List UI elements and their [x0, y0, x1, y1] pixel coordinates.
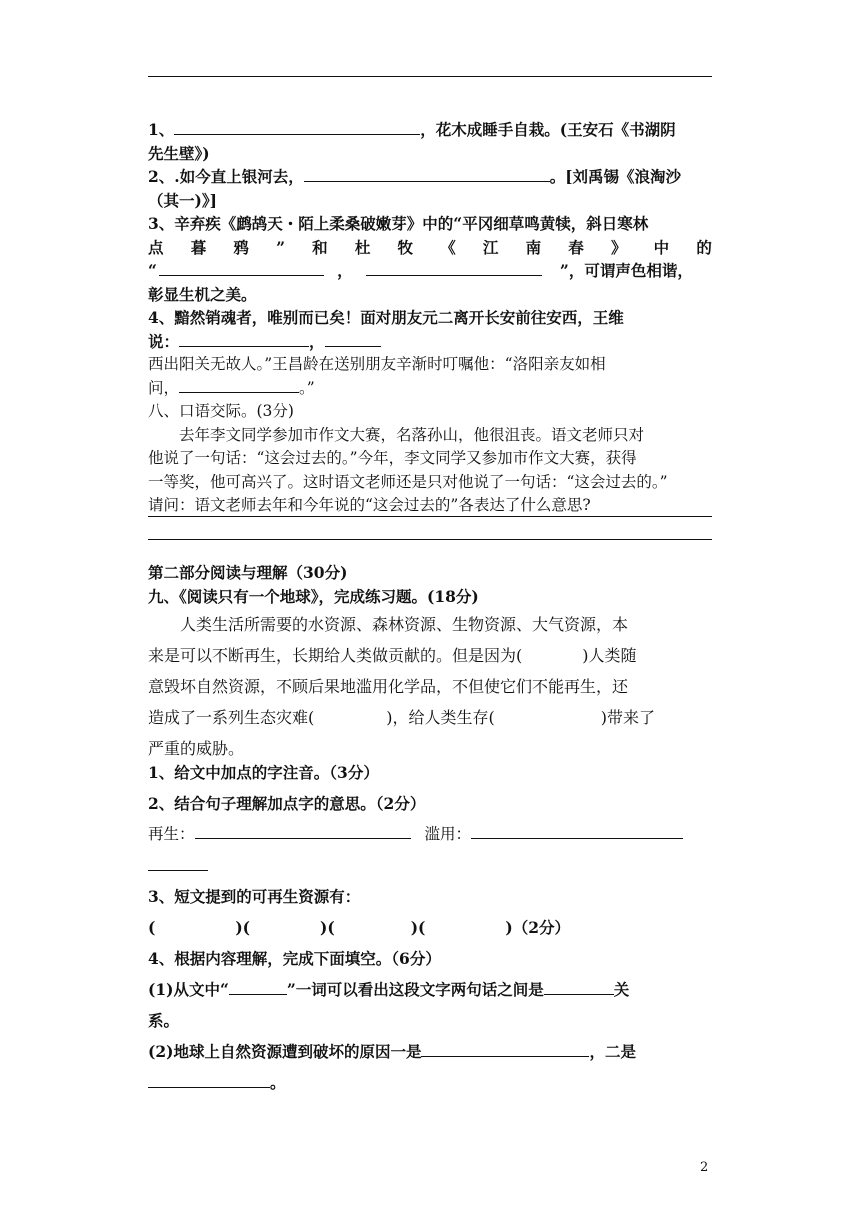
sub-q4: 4、根据内容理解，完成下面填空。（6分） [148, 949, 441, 968]
q4-line4 [148, 377, 712, 401]
paren: ) [505, 918, 513, 937]
sub-q3: 3、短文提到的可再生资源有： [148, 887, 361, 906]
q3-line2 [148, 236, 712, 260]
q9-title: 九、《阅读只有一个地球》，完成练习题。(18分) [148, 586, 479, 606]
passage-text: 来是可以不断再生，长期给人类做贡献的。但是因为( [148, 646, 523, 665]
q3-char: 《 [440, 237, 456, 257]
q1-blank[interactable] [174, 119, 420, 135]
q4-1-blank-relation[interactable] [544, 979, 614, 995]
part2-title: 第二部分阅读与理解（30分) [148, 563, 348, 582]
sub-q4-1-cont: 系。 [148, 1011, 180, 1030]
q3-comma: ， [337, 261, 353, 280]
passage-line3: 意毁坏自然资源，不顾后果地滥用化学品，不但使它们不能再生，还 [148, 677, 629, 696]
q4-blank-1[interactable] [179, 331, 309, 347]
poetry-questions [148, 118, 712, 400]
q3-blank-2[interactable] [366, 260, 542, 276]
q4-end: 。” [299, 378, 315, 397]
q4-ask: 问， [148, 378, 180, 397]
q8-title: 八、口语交际。(3分) [148, 402, 294, 420]
q4-line2 [148, 330, 712, 354]
q2-text: .如今直上银河去， [174, 167, 304, 186]
q4-2-end: 。 [270, 1073, 286, 1092]
passage-text: )人类随 [582, 646, 637, 665]
q2-source-cont: （其一)》] [148, 190, 217, 210]
header-rule [148, 76, 712, 77]
q4-say: 说： [148, 331, 180, 351]
sub-q4-1 [148, 974, 712, 1005]
passage-line1: 人类生活所需要的水资源、森林资源、生物资源、大气资源，本 [148, 615, 629, 634]
q4-2-text: (2)地球上自然资源遭到破坏的原因一是 [148, 1042, 422, 1061]
q4-2-text: ，二是 [589, 1042, 636, 1061]
q1-number: 1、 [148, 120, 175, 139]
page-number: 2 [700, 1160, 709, 1175]
passage-line2 [148, 640, 712, 671]
q3-line3 [148, 259, 712, 283]
passage-text: )带来了 [600, 708, 655, 727]
q3-char: 鸦 [233, 237, 249, 257]
q4-blank-3[interactable] [179, 377, 299, 393]
q2-blank[interactable] [304, 166, 550, 182]
passage-text: 造成了一系列生态灾难( [148, 708, 315, 727]
regen-label: 再生： [148, 825, 195, 843]
q4-blank-2[interactable] [325, 331, 381, 347]
sub-q1: 1、给文中加点的字注音。（3分） [148, 763, 379, 782]
regen-blank[interactable] [195, 823, 411, 839]
q3-after: ”，可谓声色相谐， [559, 261, 693, 280]
q4-line3: 西出阳关无故人。”王昌龄在送别朋友辛渐时叮嘱他：“洛阳亲友如相 [148, 355, 606, 373]
paren: )( [320, 918, 335, 937]
q3-char: 》 [610, 237, 627, 257]
abuse-blank-cont[interactable] [148, 855, 208, 871]
q3-char: 南 [525, 237, 542, 257]
part-two-header [148, 561, 712, 608]
sub-q2-answers [148, 819, 712, 850]
reading-passage [148, 609, 712, 764]
paren: )( [235, 918, 251, 937]
q4-1-text: (1)从文中“ [148, 980, 229, 999]
passage-text: )，给人类生存( [386, 708, 495, 727]
q1-source: 先生壁》) [148, 143, 210, 163]
q4-comma: ， [309, 331, 325, 351]
q8-line3: 一等奖，他可高兴了。这时语文老师还是只对他说了一句话：“这会过去的。” [148, 472, 668, 491]
q3-char: 暮 [190, 237, 207, 257]
q4-1-blank-word[interactable] [229, 979, 287, 995]
q4-1-text: 关 [613, 980, 630, 999]
q3-char: 的 [696, 237, 712, 257]
abuse-blank[interactable] [471, 823, 683, 839]
abuse-label: 滥用： [424, 825, 472, 843]
q3-char: 中 [653, 237, 670, 257]
paren: )( [410, 918, 426, 937]
q3-char: 杜 [354, 237, 371, 257]
q3-char: 春 [568, 237, 584, 257]
q3-char: ” [276, 237, 285, 257]
passage-line5: 严重的威胁。 [148, 739, 245, 758]
answer-line-1[interactable] [148, 516, 712, 517]
answer-line-2[interactable] [148, 539, 712, 540]
q3-score: （2分） [512, 918, 570, 937]
passage-line4 [148, 702, 712, 733]
q3-line1: 3、辛弃疾《鹧鸪天・陌上柔桑破嫩芽》中的“平冈细草鸣黄犊，斜日寒林 [148, 214, 649, 233]
q3-char: 江 [482, 237, 499, 257]
q3-line4: 彰显生机之美。 [148, 284, 257, 304]
q1-text: ，花木成睡手自栽。(王安石《书湖阴 [420, 120, 676, 139]
q8-line4: 请问：语文老师去年和今年说的“这会过去的”各表达了什么意思? [148, 496, 591, 514]
sub-questions [148, 757, 712, 1098]
q4-line1: 4、黯然销魂者，唯别而已矣！面对朋友元二离开长安前往安西，王维 [148, 308, 624, 327]
q3-blank-1[interactable] [159, 260, 324, 276]
q2-number: 2、 [148, 167, 175, 186]
sub-q4-2-cont [148, 1067, 712, 1098]
q4-1-text: ”一词可以看出这段文字两句话之间是 [286, 980, 544, 999]
q8-line1: 去年李文同学参加市作文大赛，名落孙山，他很沮丧。语文老师只对 [148, 425, 645, 444]
q3-quote: “ [148, 261, 157, 280]
q2-line [148, 165, 712, 189]
sub-q2-cont [148, 850, 712, 881]
q2-source: 。[刘禹锡《浪淘沙 [549, 167, 682, 186]
sub-q2: 2、结合句子理解加点字的意思。（2分） [148, 794, 426, 813]
sub-q3-answers [148, 912, 712, 943]
paren: ( [148, 918, 156, 937]
q4-2-blank-2[interactable] [148, 1072, 270, 1088]
q1-line [148, 118, 712, 142]
q3-char: 点 [148, 237, 164, 257]
sub-q4-2 [148, 1036, 712, 1067]
q3-char: 牧 [397, 237, 414, 257]
section-eight [148, 400, 712, 518]
q8-line2: 他说了一句话：“这会过去的。”今年，李文同学又参加市作文大赛，获得 [148, 449, 637, 467]
q3-char: 和 [312, 237, 328, 257]
q4-2-blank-1[interactable] [421, 1041, 589, 1057]
